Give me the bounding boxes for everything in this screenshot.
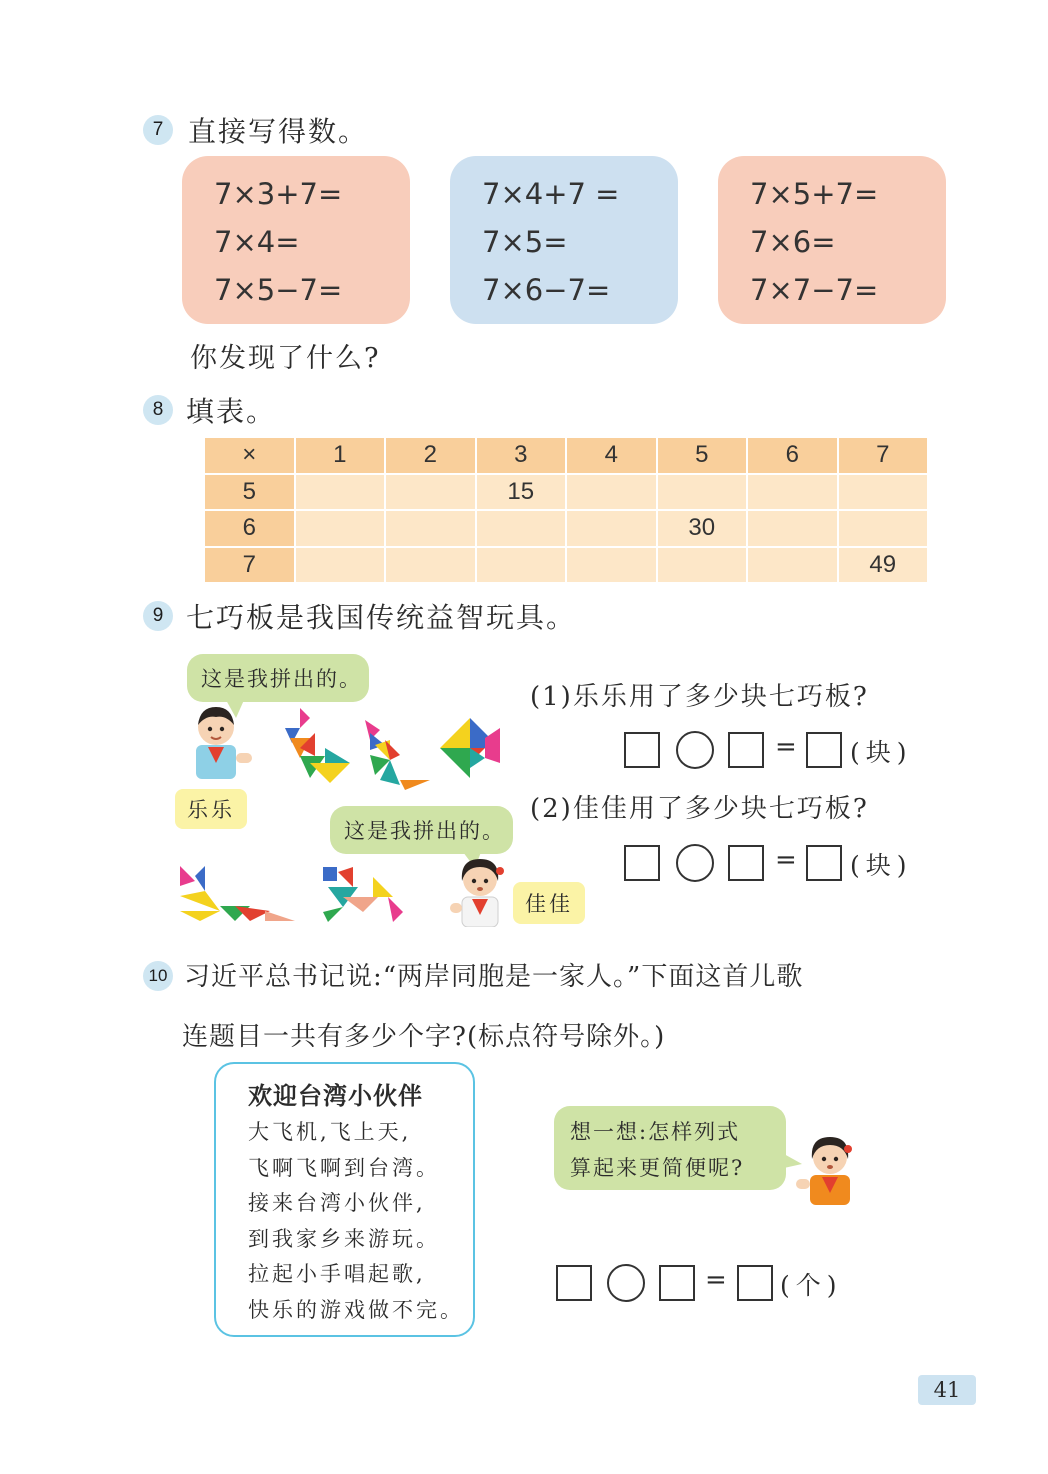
question-9-part-1: (1)乐乐用了多少块七巧板? [530,682,869,712]
table-header-cell: 4 [566,438,657,474]
poem-line: 拉起小手唱起歌, [248,1262,426,1286]
answer-box[interactable] [556,1265,592,1301]
poem-line: 到我家乡来游玩。 [248,1226,440,1251]
table-cell[interactable] [295,510,386,547]
table-cell[interactable] [657,474,748,511]
table-cell[interactable] [657,547,748,584]
girl-jiajia-illustration [448,853,510,927]
expression: 7×3+7= [214,177,343,211]
table-header-cell: 1 [295,438,386,474]
poem-line: 大飞机,飞上天, [248,1120,412,1144]
table-cell: 30 [657,510,748,547]
expression: 7×5−7= [214,273,343,307]
question-10-badge [143,961,173,991]
table-header-cell: 2 [385,438,476,474]
question-number: 8 [152,399,164,420]
tangram-figure-1 [280,708,360,788]
expression: 7×5= [482,225,568,259]
expression-card-1 [182,156,410,324]
table-cell[interactable] [566,474,657,511]
hint-bubble [554,1106,786,1190]
unit-label: (块) [850,738,913,767]
table-row [205,474,928,511]
equals-sign: = [775,732,797,762]
table-header-cell: 3 [476,438,567,474]
question-7-title: 直接写得数。 [188,115,369,148]
equals-sign: = [775,845,797,875]
question-9-title: 七巧板是我国传统益智玩具。 [186,601,577,634]
speech-bubble-text: 这是我拼出的。 [201,667,362,691]
operator-circle[interactable] [676,731,714,769]
table-row-header: 7 [205,547,295,584]
table-header-cell: 6 [747,438,838,474]
table-header-cell: 7 [838,438,929,474]
equals-sign: = [705,1265,727,1295]
speech-bubble-lele [187,654,369,702]
table-cell[interactable] [476,547,567,584]
question-8-title: 填表。 [186,395,277,428]
table-header-cell: 5 [657,438,748,474]
table-cell[interactable] [476,510,567,547]
table-cell[interactable] [385,474,476,511]
table-cell[interactable] [838,474,929,511]
table-cell[interactable] [747,510,838,547]
answer-box[interactable] [624,845,660,881]
girl-illustration [792,1133,860,1205]
table-row-header: 6 [205,510,295,547]
expression: 7×5+7= [750,177,879,211]
answer-box[interactable] [624,732,660,768]
speech-bubble-jiajia [330,806,513,854]
poem-line: 飞啊飞啊到台湾。 [248,1155,440,1180]
poem-title: 欢迎台湾小伙伴 [248,1082,423,1110]
hint-text: 想一想:怎样列式 [570,1120,741,1144]
boy-lele-illustration [186,703,256,781]
name-label-lele [175,789,247,829]
question-number: 10 [148,966,168,985]
expression: 7×4+7 = [482,177,620,211]
table-cell[interactable] [566,510,657,547]
unit-label: (个) [780,1271,843,1300]
answer-box[interactable] [806,845,842,881]
expression: 7×7−7= [750,273,879,307]
table-cell[interactable] [838,510,929,547]
question-9-part-2: (2)佳佳用了多少块七巧板? [530,794,869,824]
question-8-badge [143,395,173,425]
expression: 7×6= [750,225,836,259]
multiplication-table [205,438,929,584]
poem-line: 快乐的游戏做不完。 [248,1297,464,1322]
answer-box[interactable] [806,732,842,768]
answer-box[interactable] [728,732,764,768]
poem-box [214,1062,475,1337]
expression-card-3 [718,156,946,324]
table-cell: 49 [838,547,929,584]
question-number: 7 [152,119,164,140]
expression: 7×4= [214,225,300,259]
question-10-line-2: 连题目一共有多少个字?(标点符号除外。) [182,1022,666,1052]
tangram-figure-2 [360,715,440,795]
expression: 7×6−7= [482,273,611,307]
table-cell[interactable] [295,474,386,511]
question-7-badge [143,115,173,145]
table-header-cell: × [205,438,295,474]
question-10-line-1: 习近平总书记说:“两岸同胞是一家人。”下面这首儿歌 [184,962,804,992]
expression-card-2 [450,156,678,324]
name-label-jiajia [513,882,585,924]
operator-circle[interactable] [607,1264,645,1302]
name-text: 佳佳 [525,892,573,916]
table-cell[interactable] [385,510,476,547]
table-cell[interactable] [566,547,657,584]
question-7-followup: 你发现了什么? [190,343,381,374]
answer-box[interactable] [728,845,764,881]
tangram-figure-3 [440,718,504,782]
hint-text: 算起来更简便呢? [570,1156,745,1180]
answer-box[interactable] [737,1265,773,1301]
table-cell[interactable] [747,547,838,584]
table-cell: 15 [476,474,567,511]
speech-bubble-text: 这是我拼出的。 [344,819,505,843]
table-cell[interactable] [295,547,386,584]
question-9-badge [143,601,173,631]
answer-box[interactable] [659,1265,695,1301]
question-number: 9 [152,605,164,626]
table-row [205,510,928,547]
table-row-header: 5 [205,474,295,511]
table-cell[interactable] [385,547,476,584]
tangram-figure-5 [318,862,408,928]
poem-line: 接来台湾小伙伴, [248,1191,426,1215]
name-text: 乐乐 [187,798,235,822]
tangram-figure-4 [175,866,300,926]
operator-circle[interactable] [676,844,714,882]
page-number: 41 [918,1375,976,1405]
table-header-row [205,438,928,474]
table-row [205,547,928,584]
table-cell[interactable] [747,474,838,511]
unit-label: (块) [850,851,913,880]
